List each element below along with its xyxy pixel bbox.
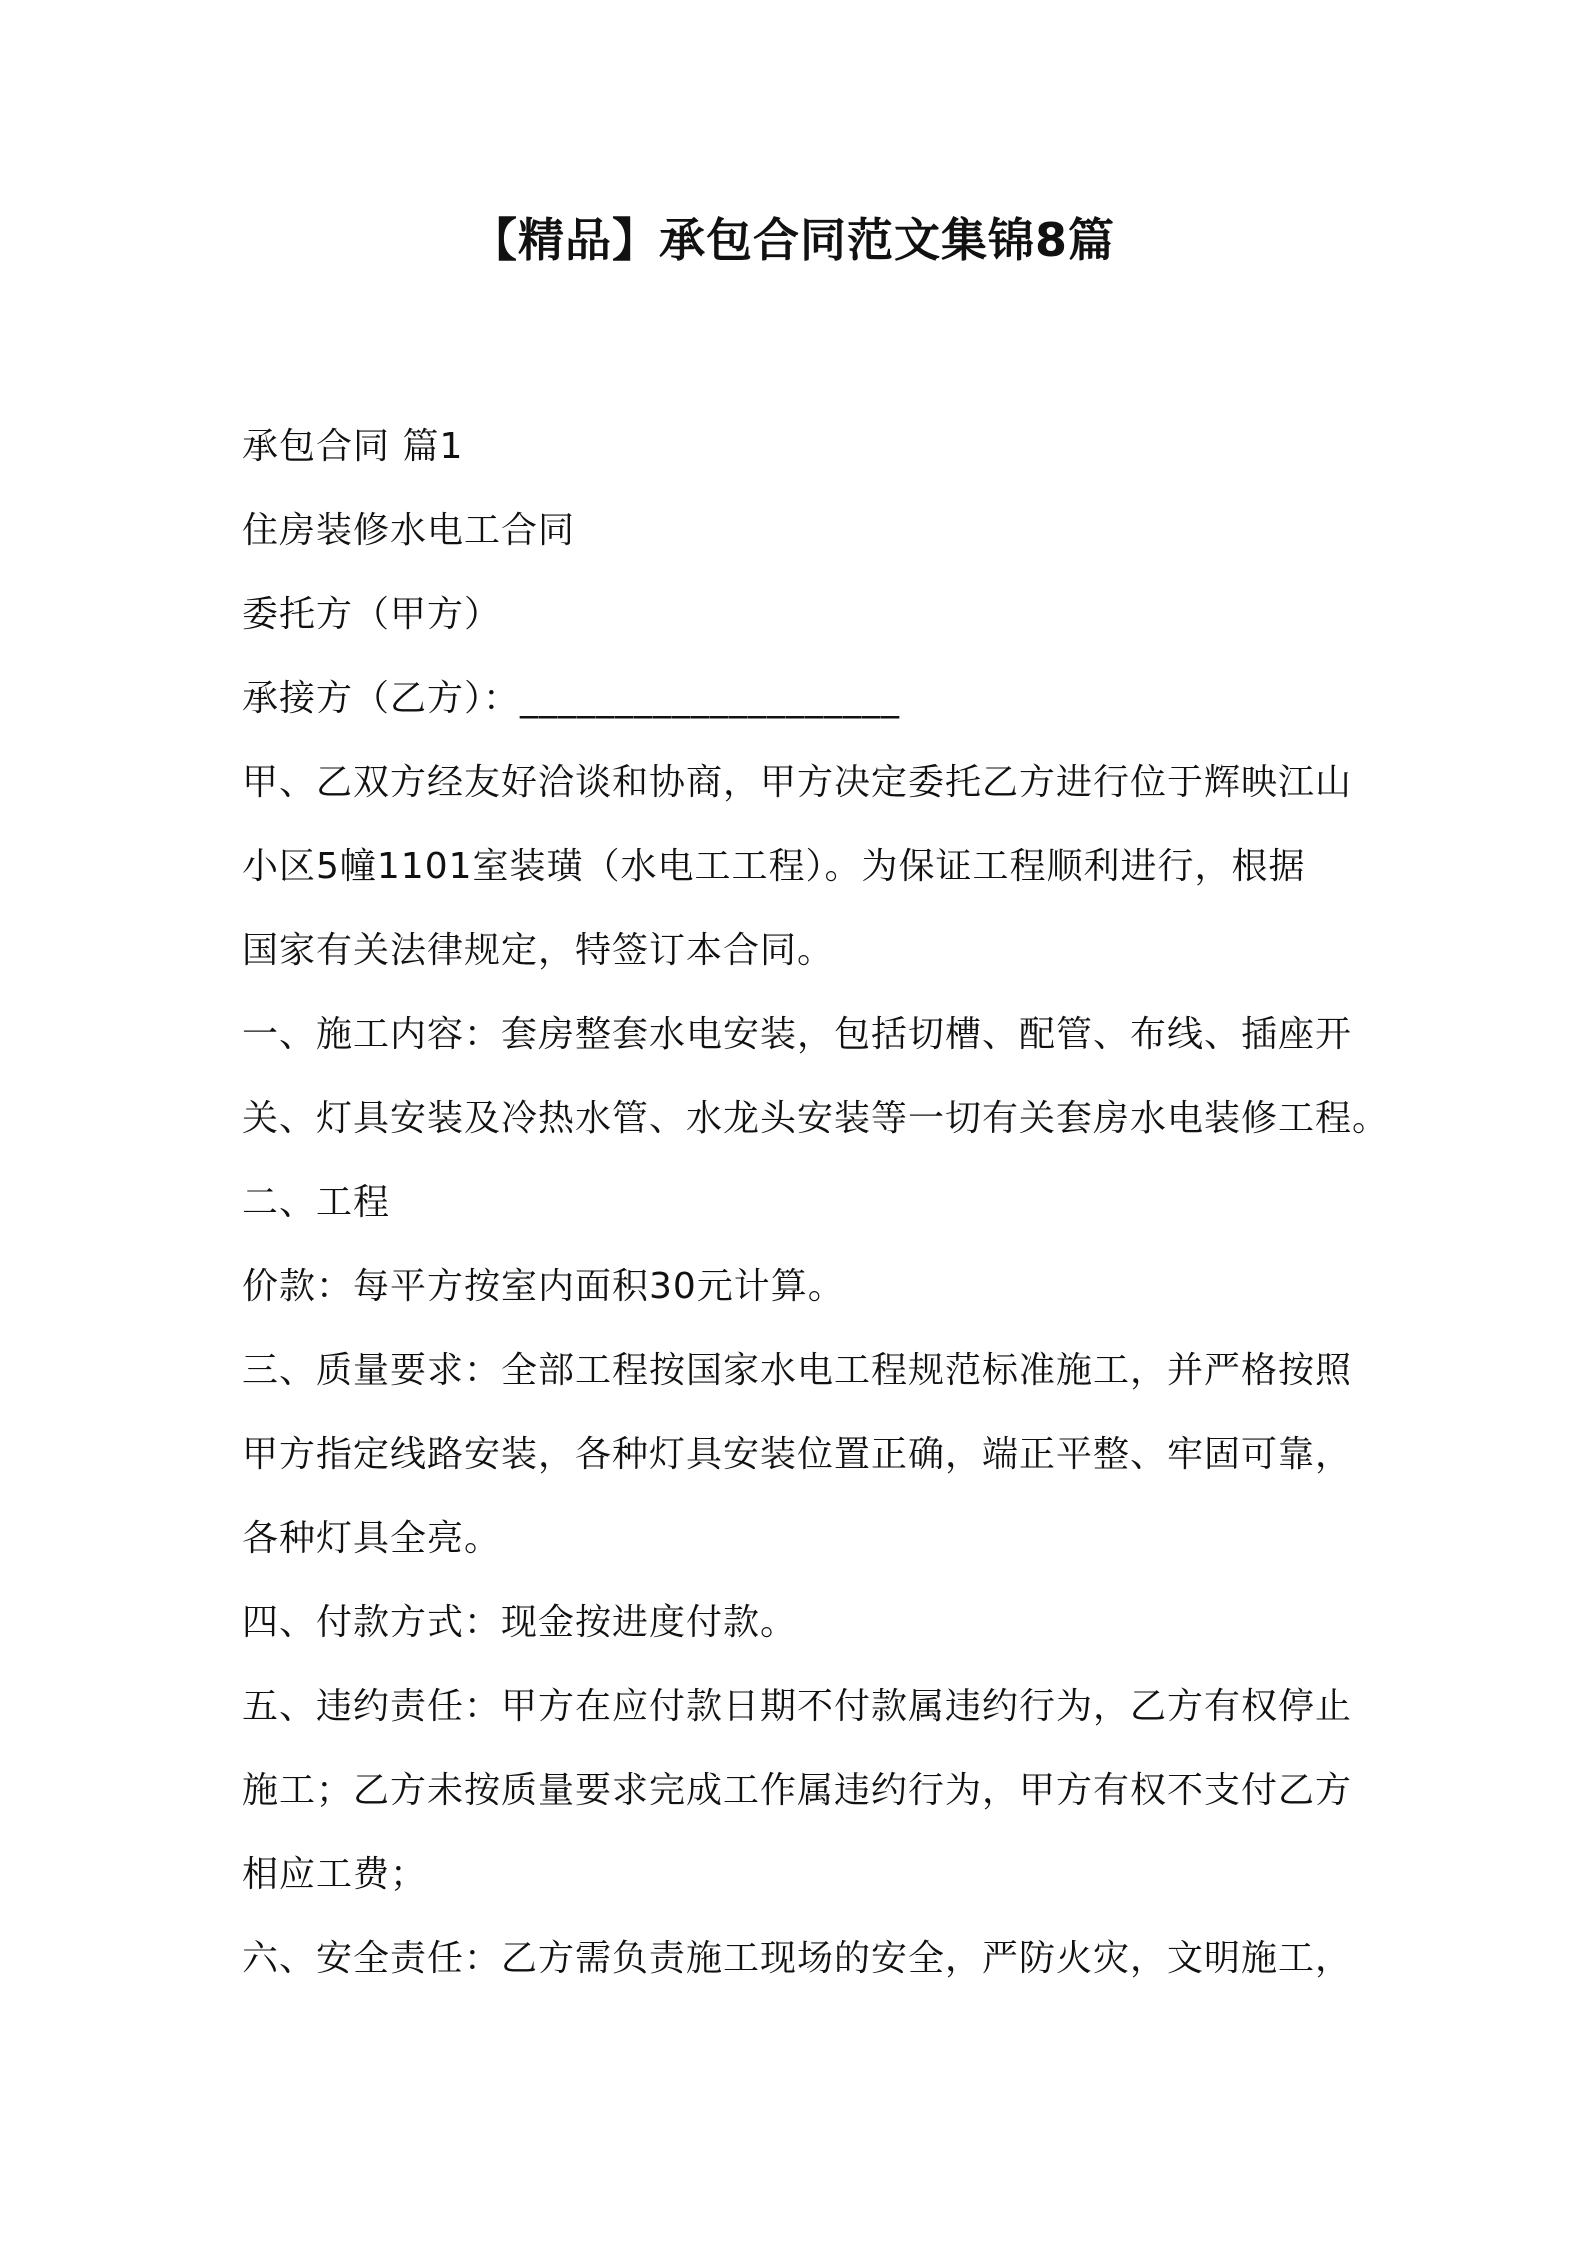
clause-line: 一、施工内容：套房整套水电安装，包括切槽、配管、布线、插座开 xyxy=(242,1014,1353,1055)
clause-line: 价款：每平方按室内面积30元计算。 xyxy=(242,1266,845,1307)
clause-line: 四、付款方式：现金按进度付款。 xyxy=(242,1602,798,1643)
paragraph-line: 甲、乙双方经友好洽谈和协商，甲方决定委托乙方进行位于辉映江山 xyxy=(242,762,1353,803)
party-b-line: 承接方（乙方）：____________________ xyxy=(242,678,901,719)
section-heading: 承包合同 篇1 xyxy=(242,426,464,467)
document-body xyxy=(242,405,1390,2001)
clause-line: 关、灯具安装及冷热水管、水龙头安装等一切有关套房水电装修工程。 xyxy=(242,1098,1390,1139)
clause-line: 二、工程 xyxy=(242,1182,391,1223)
clause-line: 相应工费； xyxy=(242,1854,428,1895)
clause-line: 五、违约责任：甲方在应付款日期不付款属违约行为，乙方有权停止 xyxy=(242,1686,1353,1727)
clause-line: 三、质量要求：全部工程按国家水电工程规范标准施工，并严格按照 xyxy=(242,1350,1353,1391)
clause-line: 甲方指定线路安装，各种灯具安装位置正确，端正平整、牢固可靠， xyxy=(242,1434,1353,1475)
document-title: 【精品】承包合同范文集锦8篇 xyxy=(470,213,1115,267)
paragraph-line: 国家有关法律规定，特签订本合同。 xyxy=(242,930,835,971)
party-a-line: 委托方（甲方） xyxy=(242,594,502,635)
paragraph-line: 小区5幢1101室装璜（水电工工程）。为保证工程顺利进行，根据 xyxy=(242,846,1306,887)
clause-line: 施工；乙方未按质量要求完成工作属违约行为，甲方有权不支付乙方 xyxy=(242,1770,1353,1811)
clause-line: 各种灯具全亮。 xyxy=(242,1518,502,1559)
clause-line: 六、安全责任：乙方需负责施工现场的安全，严防火灾，文明施工， xyxy=(242,1938,1353,1979)
contract-name: 住房装修水电工合同 xyxy=(242,510,576,551)
